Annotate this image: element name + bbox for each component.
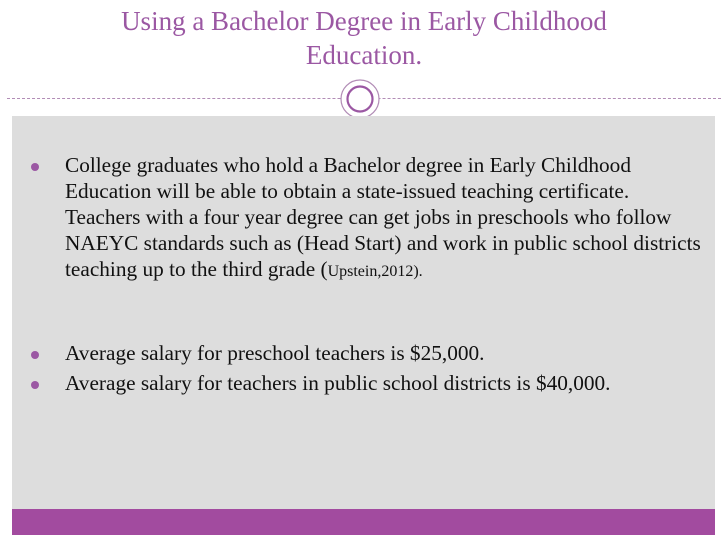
title-line-1: Using a Bachelor Degree in Early Childhood bbox=[121, 6, 607, 36]
ring-ornament-icon bbox=[340, 79, 380, 119]
content-panel bbox=[12, 116, 715, 509]
bullet-item-2 bbox=[65, 340, 705, 366]
bullet-item-3 bbox=[65, 370, 705, 396]
bullet-dot-icon bbox=[31, 163, 39, 171]
bullet-text: Average salary for preschool teachers is $25,000. bbox=[65, 341, 485, 365]
bullet-citation: Upstein,2012). bbox=[327, 263, 423, 280]
bullet-item-1 bbox=[65, 152, 705, 285]
slide-title bbox=[60, 4, 668, 72]
bullet-dot-icon bbox=[31, 381, 39, 389]
title-line-2: Education. bbox=[305, 40, 423, 70]
bullet-dot-icon bbox=[31, 351, 39, 359]
footer-bar bbox=[12, 509, 715, 535]
bullet-text: College graduates who hold a Bachelor degree in Early Childhood Education will be able to obtain a state-issued teaching certificate. Teachers with a four year degree can get jobs in preschools who follow NAEYC standards such as (Head Start) and work in public school districts teaching up to the third grade ( bbox=[65, 153, 701, 281]
bullet-text: Average salary for teachers in public school districts is $40,000. bbox=[65, 371, 611, 395]
